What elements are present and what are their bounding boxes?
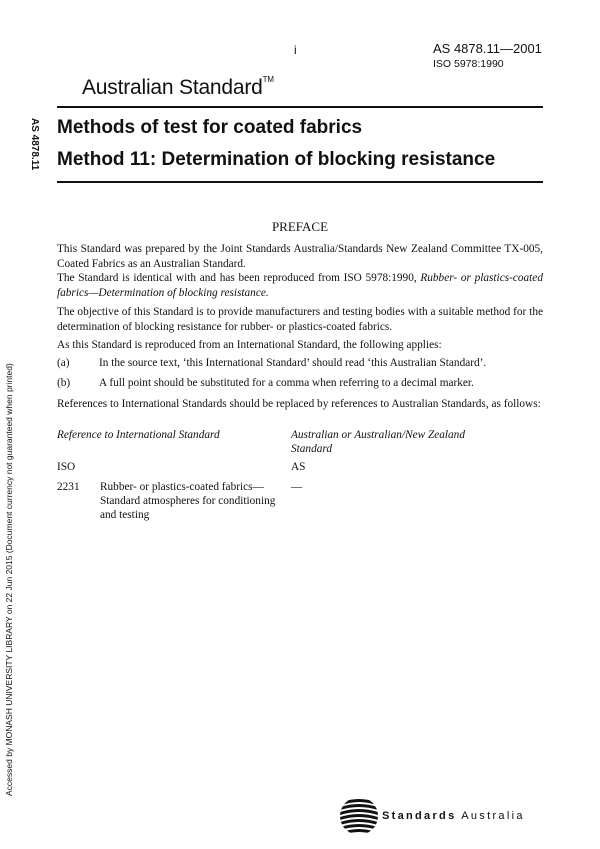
table-subheader-iso: ISO [57, 461, 76, 473]
table-row-number: 2231 [57, 481, 80, 493]
wordmark-regular: Australia [461, 810, 525, 822]
standards-australia-logo [338, 794, 380, 843]
table-header-australian: Australian or Australian/New Zealand Standard [291, 429, 465, 455]
list-item-text: In the source text, ‘this International Standard’ should read ‘this Australian Standard’. [99, 357, 487, 369]
iso-reference: ISO 5978:1990 [433, 58, 504, 70]
page-number: i [294, 43, 297, 57]
preface-heading: PREFACE [271, 219, 329, 234]
brand-name: Australian Standard [82, 76, 263, 99]
top-rule [57, 106, 543, 108]
paragraph-2-italic-title: Rubber- or plastics-coated fabrics—Determination of blocking resistance. [57, 272, 543, 299]
list-item-text: A full point should be substituted for a comma when referring to a decimal marker. [99, 377, 474, 389]
standards-australia-logo-icon [338, 794, 380, 838]
preface-paragraph-3: The objective of this Standard is to provide manufacturers and testing bodies with a suitable method for the determination of blocking resistance for rubber- or plastics-coated fabrics. [57, 306, 543, 333]
document-title: Methods of test for coated fabrics [57, 117, 363, 138]
standard-number: AS 4878.11—2001 [433, 41, 542, 56]
preface-paragraph-5: References to International Standards should be replaced by references to Australian Standards, as follows: [57, 398, 541, 410]
side-standard-label: AS 4878.11 [29, 118, 40, 171]
preface-paragraph-4: As this Standard is reproduced from an International Standard, the following applies: [57, 339, 442, 351]
preface-paragraph-1: This Standard was prepared by the Joint Standards Australia/Standards New Zealand Committee TX-005, Coated Fabrics as an Australian Standard. [57, 243, 543, 270]
wordmark-bold: Standards [382, 810, 457, 822]
paragraph-2-text: The Standard is identical with and has been reproduced from ISO 5978:1990, [57, 272, 421, 284]
table-row-as-equivalent: — [291, 481, 303, 493]
document-subtitle: Method 11: Determination of blocking resistance [57, 149, 496, 170]
table-row-title: Rubber- or plastics-coated fabrics—Standard atmospheres for conditioning and testing [100, 481, 276, 521]
list-item-label: (b) [57, 377, 71, 389]
list-item [57, 377, 474, 389]
preface-paragraph-2 [57, 271, 543, 300]
table-header-international: Reference to International Standard [57, 429, 220, 441]
brand-title [82, 76, 274, 100]
table-subheader-as: AS [291, 461, 306, 473]
list-item [57, 357, 486, 369]
standards-australia-wordmark [382, 810, 525, 822]
list-item-label: (a) [57, 357, 70, 369]
access-watermark: Accessed by MONASH UNIVERSITY LIBRARY on 22 Jun 2015 (Document currency not guaranteed when printed) [4, 363, 14, 796]
trademark-mark: TM [262, 75, 274, 84]
bottom-rule [57, 181, 543, 183]
